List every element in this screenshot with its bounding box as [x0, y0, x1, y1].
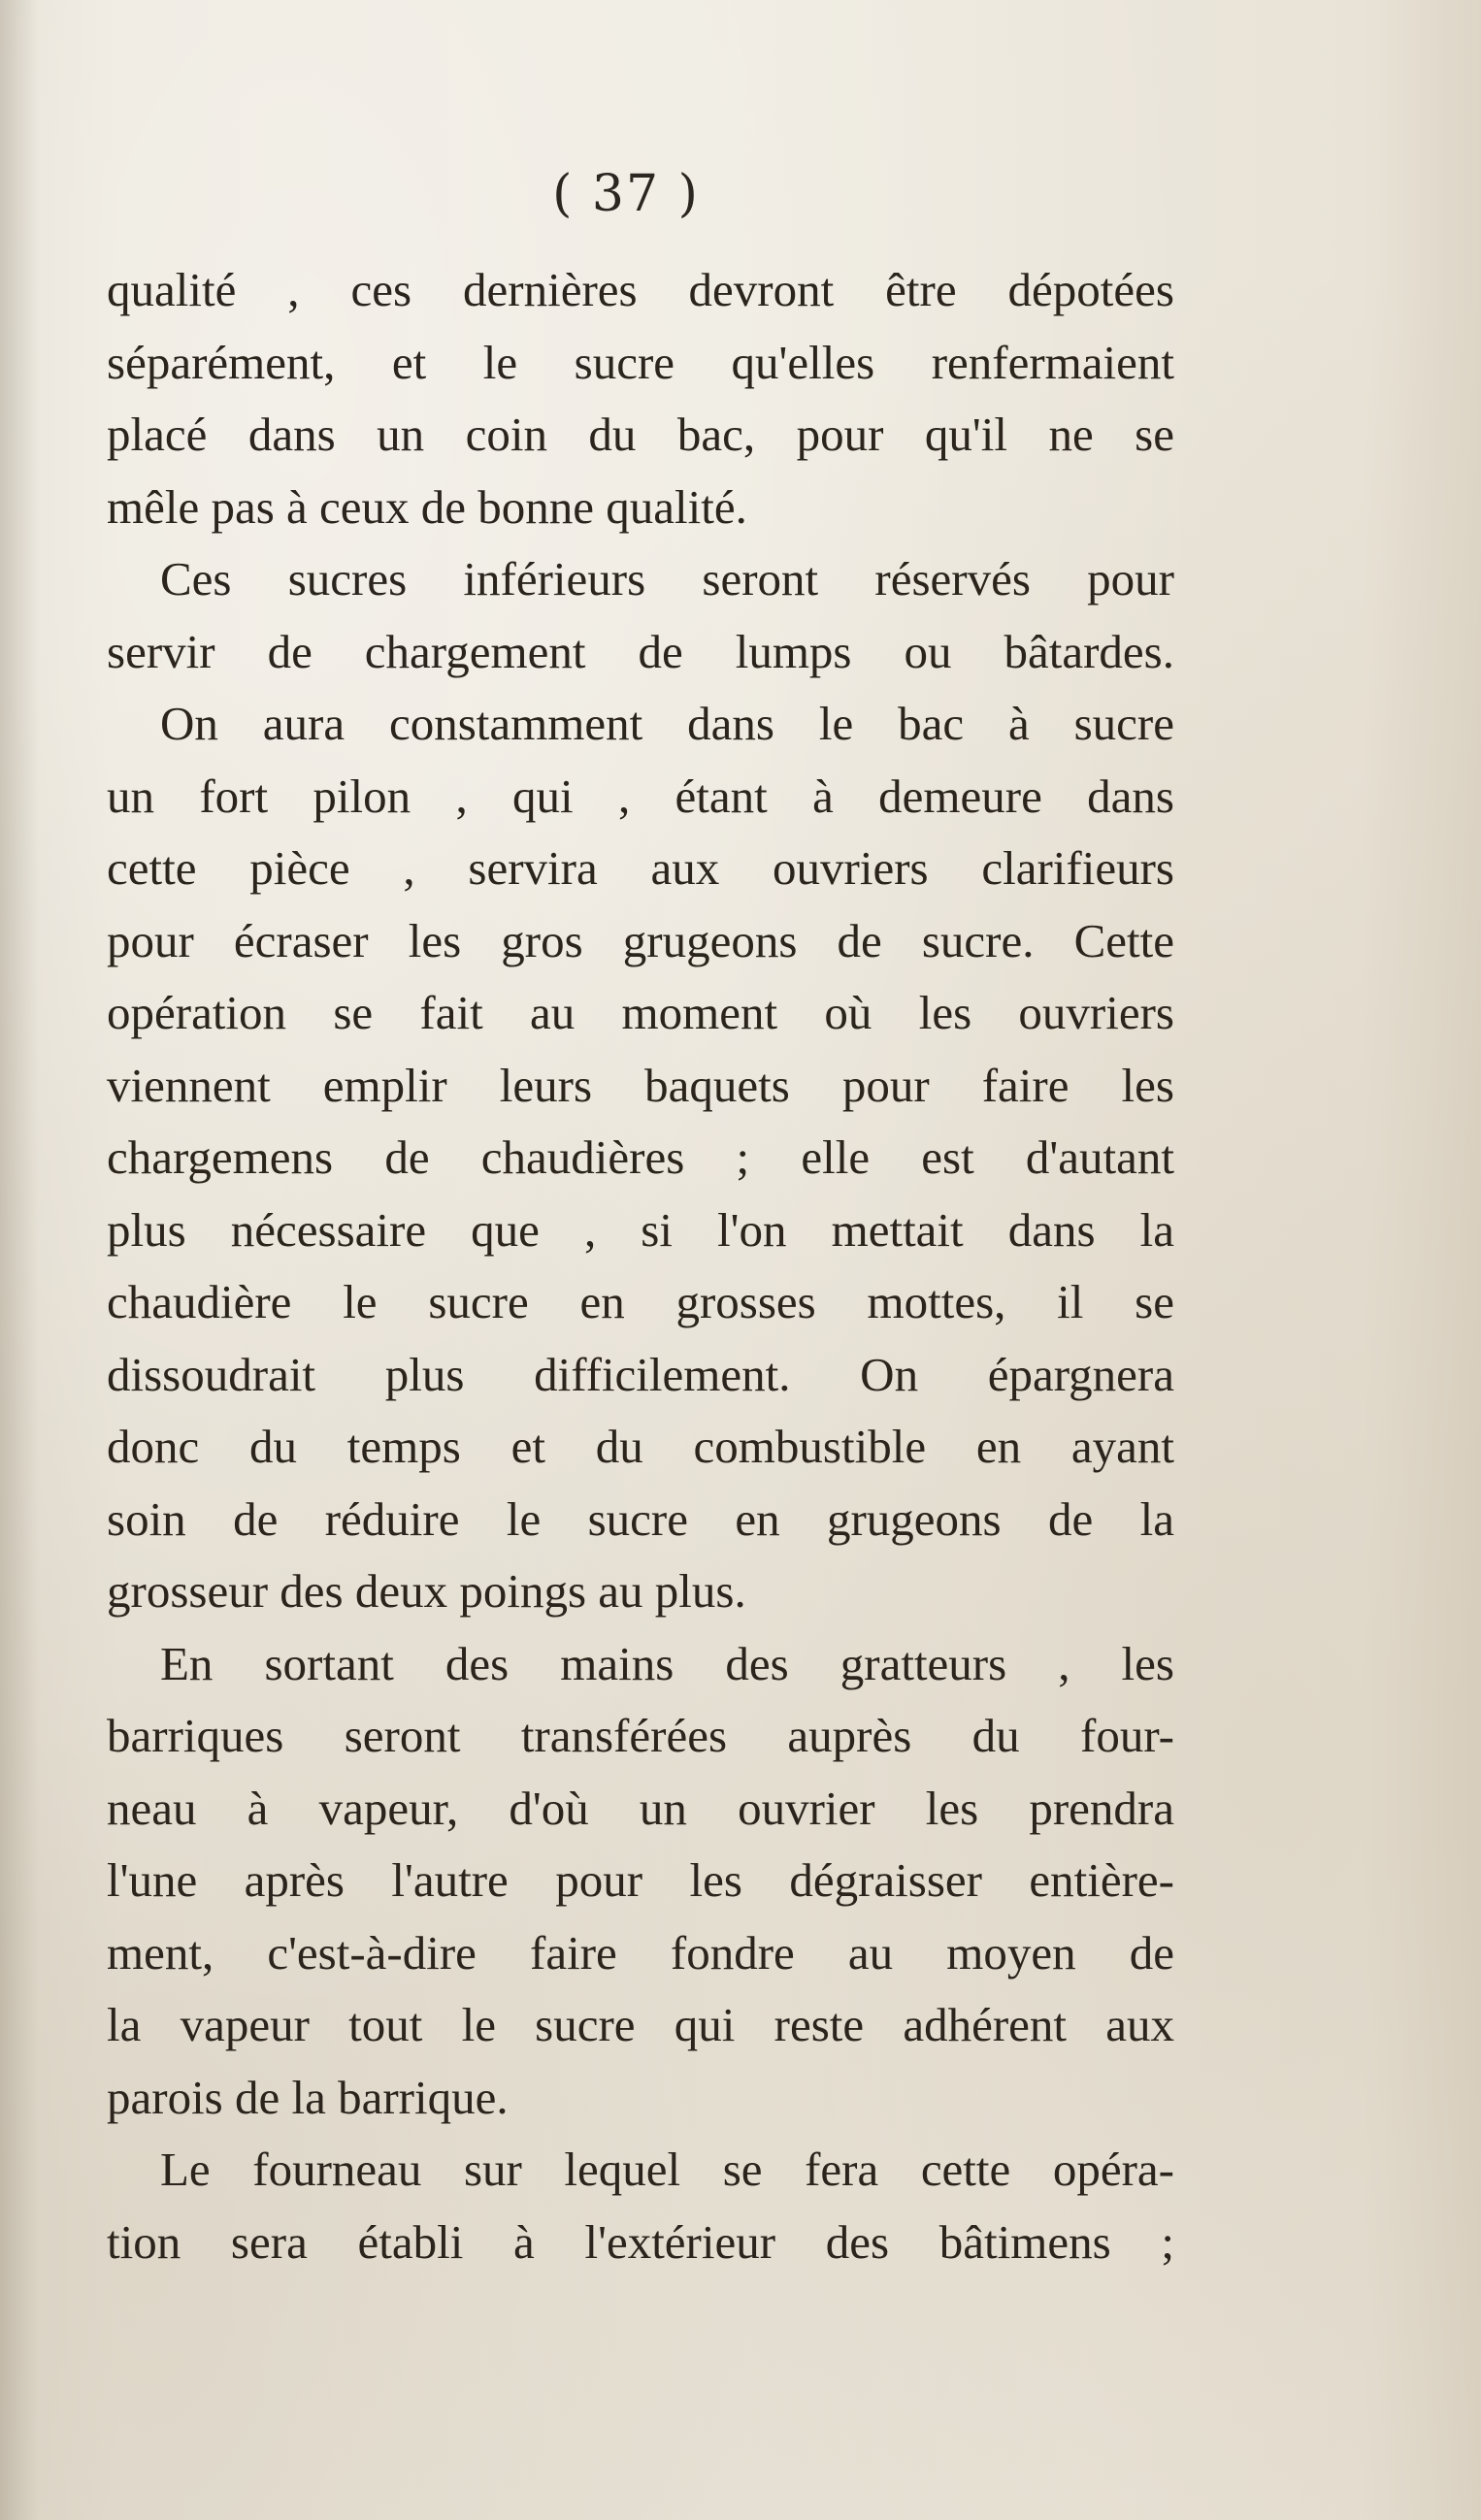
text-line: On aura constamment dans le bac à sucre	[160, 697, 1174, 750]
text-line: cette pièce , servira aux ouvriers clarifieurs	[107, 841, 1174, 895]
text-line: plus nécessaire que , si l'on mettait dans la	[107, 1202, 1174, 1257]
text-line: l'une après l'autre pour les dégraisser entière-	[107, 1853, 1174, 1907]
text-line: grosseur des deux poings au plus.	[107, 1564, 746, 1618]
text-line: ment, c'est-à-dire faire fondre au moyen de	[107, 1925, 1174, 1980]
text-line: soin de réduire le sucre en grugeons de la	[107, 1491, 1174, 1546]
body-text	[107, 254, 1174, 2278]
text-line: Ces sucres inférieurs seront réservés pour	[160, 552, 1174, 605]
text-line: Le fourneau sur lequel se fera cette opéra-	[160, 2143, 1174, 2196]
text-line: neau à vapeur, d'où un ouvrier les prendra	[107, 1781, 1174, 1835]
text-line: parois de la barrique.	[107, 2070, 509, 2124]
spine-shadow	[0, 0, 39, 2520]
text-line: placé dans un coin du bac, pour qu'il ne se	[107, 408, 1174, 461]
text-line: chaudière le sucre en grosses mottes, il se	[107, 1275, 1174, 1328]
text-line: un fort pilon , qui , étant à demeure dans	[107, 769, 1174, 823]
text-line: dissoudrait plus difficilement. On épargnera	[107, 1347, 1174, 1401]
text-line: viennent emplir leurs baquets pour faire les	[107, 1058, 1174, 1112]
page-number: ( 37 )	[552, 165, 700, 223]
text-line: opération se fait au moment où les ouvriers	[107, 986, 1174, 1039]
text-line: servir de chargement de lumps ou bâtardes.	[107, 624, 1174, 678]
text-line: pour écraser les gros grugeons de sucre. Cette	[107, 913, 1174, 967]
text-line: donc du temps et du combustible en ayant	[107, 1420, 1174, 1473]
text-line: séparément, et le sucre qu'elles renfermaient	[107, 335, 1174, 389]
text-line: barriques seront transférées auprès du four-	[107, 1709, 1174, 1762]
text-line: chargemens de chaudières ; elle est d'autant	[107, 1130, 1174, 1184]
text-line: la vapeur tout le sucre qui reste adhérent aux	[107, 1998, 1174, 2051]
text-line: En sortant des mains des gratteurs , les	[160, 1636, 1174, 1690]
text-line: mêle pas à ceux de bonne qualité.	[107, 479, 747, 534]
text-line: qualité , ces dernières devront être dépotées	[107, 263, 1174, 316]
text-line: tion sera établi à l'extérieur des bâtimens ;	[107, 2214, 1174, 2269]
